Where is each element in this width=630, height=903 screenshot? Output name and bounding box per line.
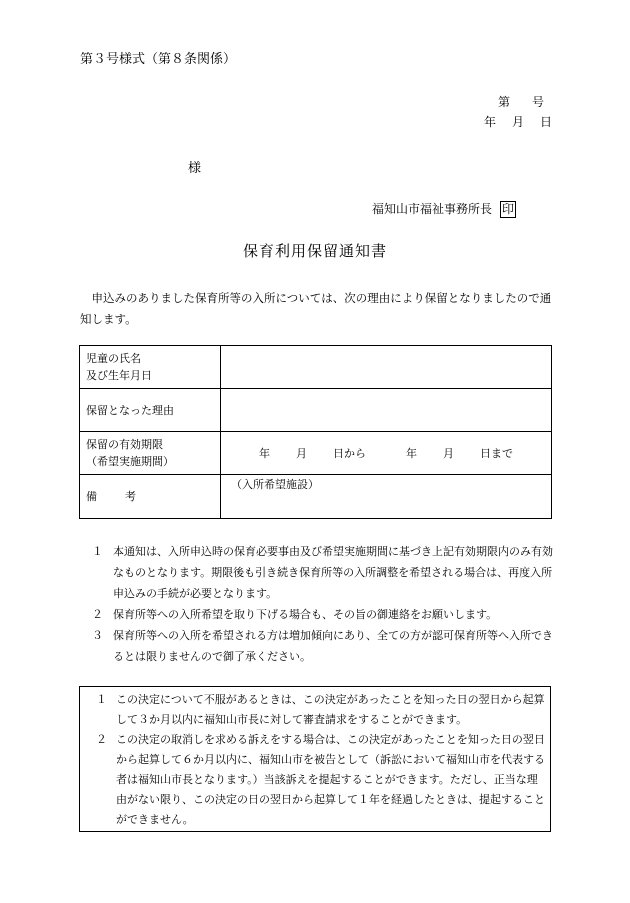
appeal-number: ２ bbox=[96, 733, 107, 746]
reason-value bbox=[221, 389, 552, 432]
period-label bbox=[80, 432, 221, 475]
table-row-child bbox=[80, 346, 552, 389]
child-name-label bbox=[80, 346, 221, 389]
info-table bbox=[79, 345, 552, 519]
table-row-reason bbox=[80, 389, 552, 432]
note-item bbox=[92, 625, 554, 667]
date-month: 月 bbox=[512, 115, 525, 129]
appeal-item bbox=[96, 730, 546, 830]
period-label-line1: 保留の有効期限 bbox=[86, 438, 163, 451]
note-item bbox=[92, 604, 554, 625]
appeal-text: この決定の取消しを求める訴えをする場合は、この決定があったことを知った日の翌日から起算して６か月以内に、福知山市を被告として（訴訟において福知山市を代表する者は福知山市長となります。）当該訴えを提起することができます。ただし、正当な理由がない限り、この決定の日の翌日から起算して１年を経過したときは、提起することができません。 bbox=[116, 733, 545, 826]
seal-stamp: 印 bbox=[502, 202, 515, 216]
child-name-value bbox=[221, 346, 552, 389]
date-day: 日 bbox=[540, 115, 553, 129]
document-title: 保育利用保留通知書 bbox=[242, 242, 387, 260]
form-number: 第３号様式（第８条関係） bbox=[80, 52, 237, 67]
period-label-line2: （希望実施期間） bbox=[86, 455, 174, 468]
issuer-name: 福知山市福祉事務所長 bbox=[372, 202, 493, 216]
note-text: 本通知は、入所申込時の保育必要事由及び希望実施期間に基づき上記有効期限内のみ有効なものとなります。期限後も引き続き保育所等の入所調整を希望される場合は、再度入所申込みの手続が必要となります。 bbox=[113, 545, 553, 600]
child-name-label-line2: 及び生年月日 bbox=[86, 369, 152, 382]
issuer-line bbox=[372, 200, 516, 218]
table-row-period bbox=[80, 432, 552, 475]
period-value bbox=[221, 432, 552, 475]
appeal-text: この決定について不服があるときは、この決定があったことを知った日の翌日から起算して３か月以内に福知山市長に対して審査請求をすることができます。 bbox=[116, 693, 545, 726]
document-number bbox=[498, 93, 544, 110]
remarks-value bbox=[221, 475, 552, 519]
appeal-number: １ bbox=[96, 693, 107, 706]
doc-number-suffix: 号 bbox=[532, 95, 545, 109]
appeal-list bbox=[96, 690, 546, 830]
date-year: 年 bbox=[484, 115, 497, 129]
child-name-label-line1: 児童の氏名 bbox=[86, 352, 141, 365]
preferred-facility-note: （入所希望施設） bbox=[231, 478, 319, 491]
period-year-from: 年 bbox=[259, 447, 270, 460]
note-number: ２ bbox=[92, 608, 103, 621]
intro-paragraph: 申込みのありました保育所等の入所については、次の理由により保留となりましたので通知します。 bbox=[80, 291, 552, 326]
period-month-from: 月 bbox=[296, 447, 307, 460]
period-day-from: 日から bbox=[333, 447, 366, 460]
issue-date bbox=[484, 113, 552, 130]
appeal-item bbox=[96, 690, 546, 730]
remarks-label bbox=[80, 475, 221, 519]
notes-list bbox=[92, 541, 554, 667]
note-number: ３ bbox=[92, 629, 103, 642]
addressee: 様 bbox=[188, 161, 202, 176]
note-number: １ bbox=[92, 545, 103, 558]
note-text: 保育所等への入所を希望される方は増加傾向にあり、全ての方が認可保育所等へ入所できるとは限りませんので御了承ください。 bbox=[113, 629, 553, 663]
period-month-to: 月 bbox=[443, 447, 454, 460]
note-item bbox=[92, 541, 554, 604]
period-year-to: 年 bbox=[406, 447, 417, 460]
doc-number-prefix: 第 bbox=[498, 95, 511, 109]
reason-label: 保留となった理由 bbox=[80, 389, 221, 432]
table-row-remarks bbox=[80, 475, 552, 519]
period-day-to: 日まで bbox=[480, 447, 513, 460]
remarks-label-text: 備考 bbox=[86, 490, 164, 503]
note-text: 保育所等への入所希望を取り下げる場合も、その旨の御連絡をお願いします。 bbox=[113, 608, 498, 621]
